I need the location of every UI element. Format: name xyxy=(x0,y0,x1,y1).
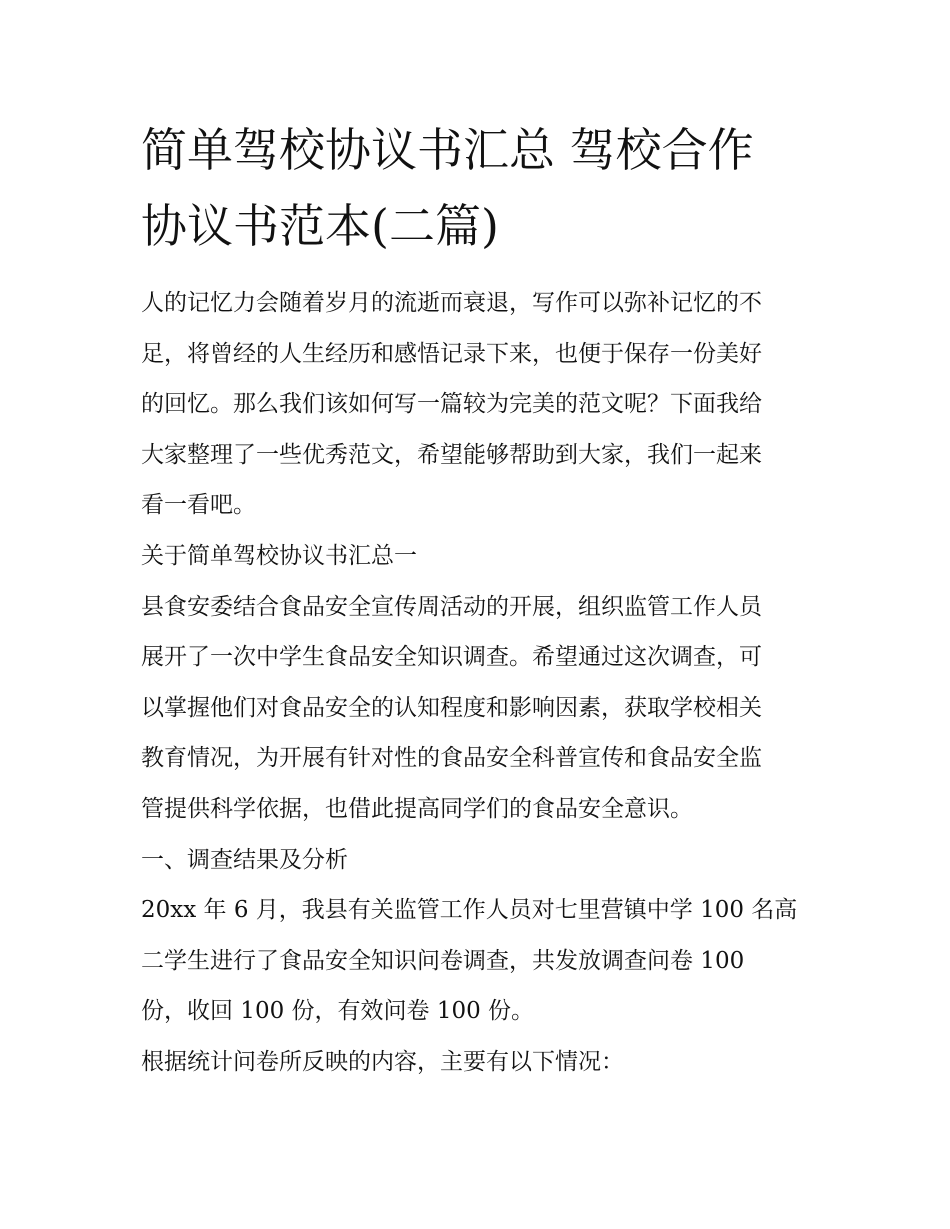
text-line: 人的记忆力会随着岁月的流逝而衰退，写作可以弥补记忆的不 xyxy=(141,290,762,316)
text-line: 足，将曾经的人生经历和感悟记录下来，也便于保存一份美好 xyxy=(141,340,762,367)
text-line: 大家整理了一些优秀范文，希望能够帮助到大家，我们一起来 xyxy=(141,441,762,468)
text-line: 20xx 年 6 月，我县有关监管工作人员对七里营镇中学 100 名高 xyxy=(141,897,798,924)
survey-paragraph xyxy=(141,582,813,835)
text-line: 一、调查结果及分析 xyxy=(141,846,348,873)
text-line: 管提供科学依据，也借此提高同学们的食品安全意识。 xyxy=(141,795,693,822)
text-line: 根据统计问卷所反映的内容，主要有以下情况： xyxy=(141,1048,624,1075)
subsection-heading xyxy=(141,835,813,886)
document-title xyxy=(141,112,813,264)
text-line: 的回忆。那么我们该如何写一篇较为完美的范文呢？下面我给 xyxy=(141,391,762,418)
text-line: 教育情况，为开展有针对性的食品安全科普宣传和食品安全监 xyxy=(141,745,762,772)
summary-paragraph xyxy=(141,1037,813,1088)
text-line: 份，收回 100 份，有效问卷 100 份。 xyxy=(141,998,535,1025)
title-line: 简单驾校协议书汇总 驾校合作 xyxy=(141,123,754,177)
intro-paragraph xyxy=(141,278,813,531)
document-body xyxy=(141,278,813,1088)
title-line: 协议书范本(二篇) xyxy=(141,199,499,253)
text-line: 看一看吧。 xyxy=(141,492,256,519)
text-line: 关于简单驾校协议书汇总一 xyxy=(141,542,417,569)
text-line: 以掌握他们对食品安全的认知程度和影响因素，获取学校相关 xyxy=(141,694,762,721)
section-heading xyxy=(141,531,813,582)
text-line: 县食安委结合食品安全宣传周活动的开展，组织监管工作人员 xyxy=(141,593,762,620)
document-content xyxy=(141,112,813,1088)
text-line: 二学生进行了食品安全知识问卷调查，共发放调查问卷 100 xyxy=(141,947,745,974)
results-paragraph xyxy=(141,885,813,1037)
text-line: 展开了一次中学生食品安全知识调查。希望通过这次调查，可 xyxy=(141,644,762,671)
